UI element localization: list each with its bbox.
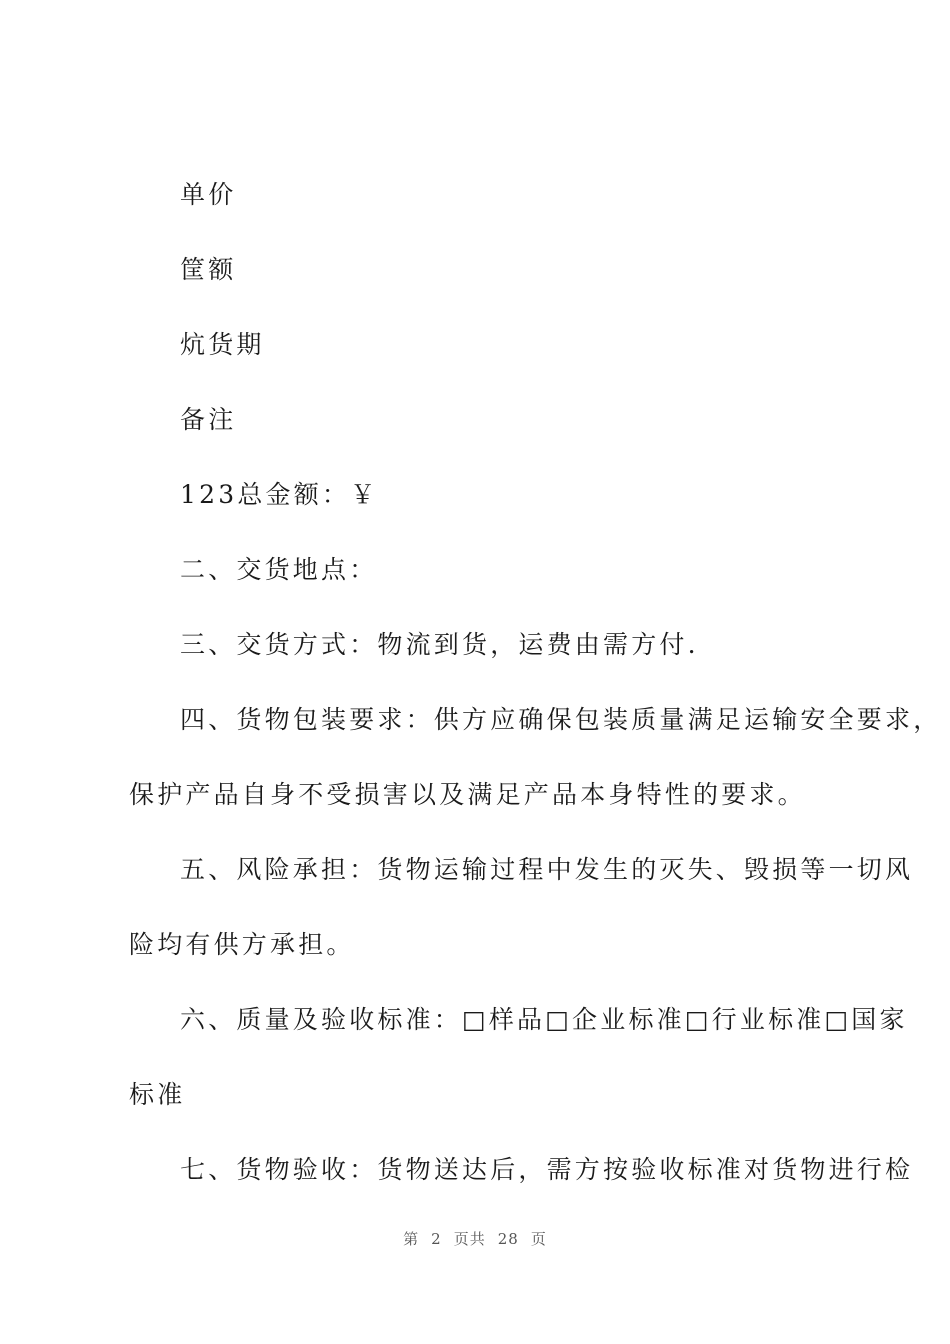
text-line-packaging-2: 保护产品自身不受损害以及满足产品本身特性的要求。 xyxy=(129,780,806,809)
text-line-delivery-period: 炕货期 xyxy=(180,330,265,359)
text-line-acceptance: 七、货物验收：货物送达后，需方按验收标准对货物进行检 xyxy=(180,1155,914,1184)
footer-page-number: 2 xyxy=(431,1230,442,1248)
text-line-risk-2: 险均有供方承担。 xyxy=(129,930,355,959)
text-line-delivery-method: 三、交货方式：物流到货，运费由需方付. xyxy=(180,630,699,659)
text-line-amount: 筐额 xyxy=(180,255,237,284)
footer-suffix: 页 xyxy=(530,1230,547,1248)
footer-total-pages: 28 xyxy=(497,1230,519,1248)
text-line-packaging-1: 四、货物包装要求：供方应确保包装质量满足运输安全要求， xyxy=(180,705,942,734)
footer-prefix: 第 xyxy=(403,1230,420,1248)
text-line-remarks: 备注 xyxy=(180,405,237,434)
page-footer xyxy=(0,1228,950,1249)
text-line-total-amount: 123总金额：￥ xyxy=(180,480,379,509)
text-line-risk-1: 五、风险承担：货物运输过程中发生的灭失、毁损等一切风 xyxy=(180,855,914,884)
footer-middle: 页共 xyxy=(453,1230,486,1248)
text-line-quality-2: 标准 xyxy=(129,1080,186,1109)
text-line-unit-price: 单价 xyxy=(180,180,237,209)
text-line-quality-1: 六、质量及验收标准：□样品□企业标准□行业标准□国家 xyxy=(180,1005,908,1034)
text-line-delivery-location: 二、交货地点： xyxy=(180,555,378,584)
